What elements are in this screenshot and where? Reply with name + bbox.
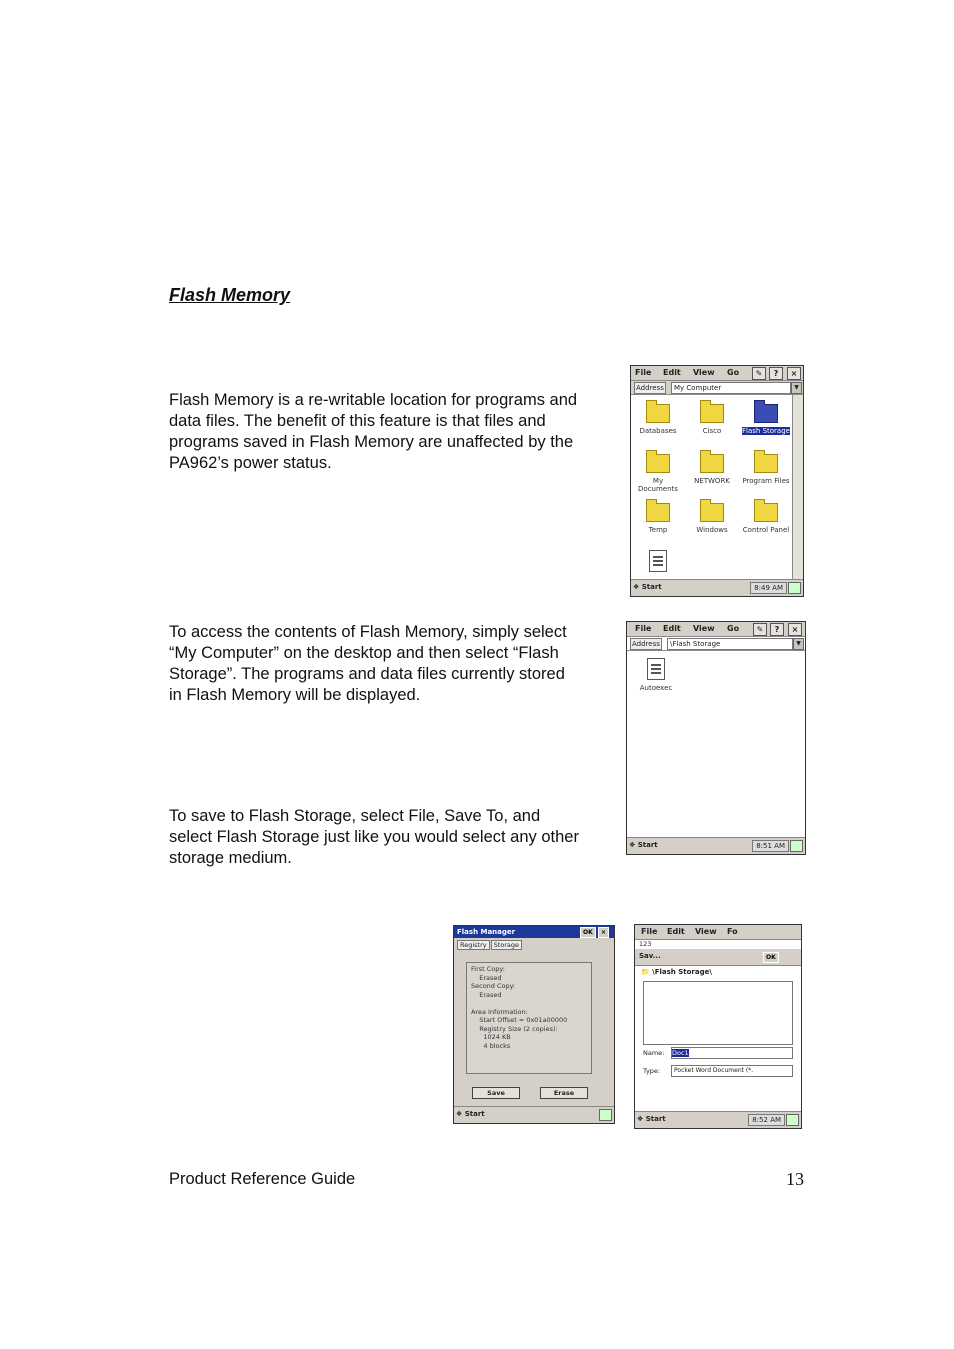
folder-icon: [646, 503, 670, 522]
access-paragraph: To access the contents of Flash Memory, simply select “My Computer” on the desktop and then select “Flash Storage”. The programs and data files currently stored in Flash Memory will be displayed.: [169, 623, 567, 704]
save-as-screenshot: [634, 924, 802, 1129]
menu-bar: [631, 366, 803, 381]
taskbar: [627, 837, 805, 854]
flash-storage-item[interactable]: [741, 404, 791, 435]
tab-storage[interactable]: Storage: [491, 940, 522, 950]
taskbar: [635, 1111, 801, 1128]
save-paragraph: To save to Flash Storage, select File, Save To, and select Flash Storage just like you would select any other storage medium.: [169, 807, 579, 867]
menu-file[interactable]: File: [641, 927, 658, 936]
my-documents-item[interactable]: [633, 454, 683, 493]
help-button[interactable]: ?: [769, 367, 783, 380]
menu-edit[interactable]: Edit: [663, 368, 681, 377]
taskbar: [454, 1106, 614, 1123]
address-field[interactable]: \Flash Storage: [667, 638, 793, 650]
document-icon: [647, 658, 665, 680]
start-button[interactable]: ❖ Start: [456, 1110, 485, 1118]
control-panel-item[interactable]: [741, 503, 791, 534]
item-label: Program Files: [742, 477, 790, 485]
item-label: Autoexec: [639, 684, 673, 692]
folder-icon: [700, 503, 724, 522]
properties-icon[interactable]: ✎: [752, 367, 766, 380]
flash-manager-screenshot: [453, 925, 615, 1124]
flash-storage-screenshot: [626, 621, 806, 855]
flash-storage-icon: [754, 404, 778, 423]
menu-view[interactable]: View: [693, 624, 715, 633]
network-icon: [700, 454, 724, 473]
folder-icon: [754, 454, 778, 473]
intro-paragraph: Flash Memory is a re-writable location for programs and data files. The benefit of this feature is that files and programs saved in Flash Memory are unaffected by the PA962’s power status.: [169, 391, 578, 472]
menu-edit[interactable]: Edit: [667, 927, 685, 936]
address-label: Address: [632, 640, 660, 648]
save-toolbar: [635, 949, 801, 966]
windows-item[interactable]: [687, 503, 737, 534]
start-button[interactable]: ❖ Start: [629, 841, 658, 849]
close-button[interactable]: ×: [788, 623, 802, 636]
item-label: Temp: [648, 526, 668, 534]
info-box: First Copy: Erased Second Copy: Erased Area Information: Start Offset = 0x01a00000 Registry Size (2 copies): 1024 KB 4 blocks: [466, 962, 592, 1074]
type-select[interactable]: Pocket Word Document (*.: [671, 1065, 793, 1077]
save-button[interactable]: Save: [472, 1087, 520, 1099]
folder-path: 📁 \Flash Storage\: [641, 968, 712, 976]
address-bar: [627, 637, 805, 651]
databases-item[interactable]: [633, 404, 683, 435]
menu-file[interactable]: File: [635, 368, 652, 377]
menu-bar: [635, 925, 801, 940]
start-button[interactable]: ❖ Start: [637, 1115, 666, 1123]
temp-item[interactable]: [633, 503, 683, 534]
clock: 8:52 AM: [748, 1114, 785, 1126]
chevron-down-icon[interactable]: ▼: [793, 638, 804, 650]
network-item[interactable]: [687, 454, 737, 485]
menu-format[interactable]: Fo: [727, 927, 738, 936]
address-label: Address: [636, 384, 664, 392]
ok-button[interactable]: OK: [763, 952, 779, 963]
taskbar: [631, 579, 803, 596]
folder-icon: [646, 454, 670, 473]
type-label: Type:: [643, 1067, 661, 1075]
menu-bar: [627, 622, 805, 637]
top-field: 123: [639, 940, 652, 948]
close-button[interactable]: ×: [787, 367, 801, 380]
properties-icon[interactable]: ✎: [753, 623, 767, 636]
folder-icon: [700, 404, 724, 423]
autoexec-item[interactable]: [631, 658, 681, 692]
file-item[interactable]: [633, 550, 683, 576]
cisco-item[interactable]: [687, 404, 737, 435]
item-label: My Documents: [638, 477, 678, 493]
item-label: Windows: [696, 526, 728, 534]
ok-button[interactable]: OK: [580, 927, 596, 938]
dialog-title: Flash Manager: [454, 926, 614, 938]
clock: 8:51 AM: [752, 840, 789, 852]
address-bar: [631, 381, 803, 395]
tab-registry[interactable]: Registry: [457, 940, 490, 950]
menu-file[interactable]: File: [635, 624, 652, 633]
name-label: Name:: [643, 1049, 665, 1057]
item-label: Flash Storage: [742, 427, 790, 435]
item-label: Databases: [639, 427, 677, 435]
document-icon: [649, 550, 667, 572]
section-heading: Flash Memory: [169, 285, 291, 305]
file-list[interactable]: [643, 981, 793, 1045]
page-number: 13: [786, 1169, 804, 1189]
desktop-icon[interactable]: [786, 1114, 799, 1126]
program-files-item[interactable]: [741, 454, 791, 485]
vertical-scrollbar[interactable]: [792, 395, 803, 579]
menu-view[interactable]: View: [695, 927, 717, 936]
my-computer-screenshot: [630, 365, 804, 597]
address-field[interactable]: My Computer: [671, 382, 791, 394]
menu-view[interactable]: View: [693, 368, 715, 377]
erase-button[interactable]: Erase: [540, 1087, 588, 1099]
name-input[interactable]: Doc1: [671, 1047, 793, 1059]
item-label: Control Panel: [742, 526, 790, 534]
item-label: NETWORK: [694, 477, 730, 485]
footer-title: Product Reference Guide: [169, 1170, 356, 1188]
tab-strip: [457, 941, 523, 949]
control-panel-icon: [754, 503, 778, 522]
close-button[interactable]: ×: [598, 927, 609, 938]
save-dialog-label: Sav...: [639, 952, 661, 960]
desktop-icon[interactable]: [788, 582, 801, 594]
desktop-icon[interactable]: [790, 840, 803, 852]
folder-icon: [646, 404, 670, 423]
menu-go[interactable]: Go: [727, 368, 740, 377]
start-button[interactable]: ❖ Start: [633, 583, 662, 591]
desktop-icon[interactable]: [599, 1109, 612, 1121]
menu-edit[interactable]: Edit: [663, 624, 681, 633]
item-label: Cisco: [702, 427, 722, 435]
help-button[interactable]: ?: [770, 623, 784, 636]
clock: 8:49 AM: [750, 582, 787, 594]
menu-go[interactable]: Go: [727, 624, 740, 633]
chevron-down-icon[interactable]: ▼: [791, 382, 802, 394]
